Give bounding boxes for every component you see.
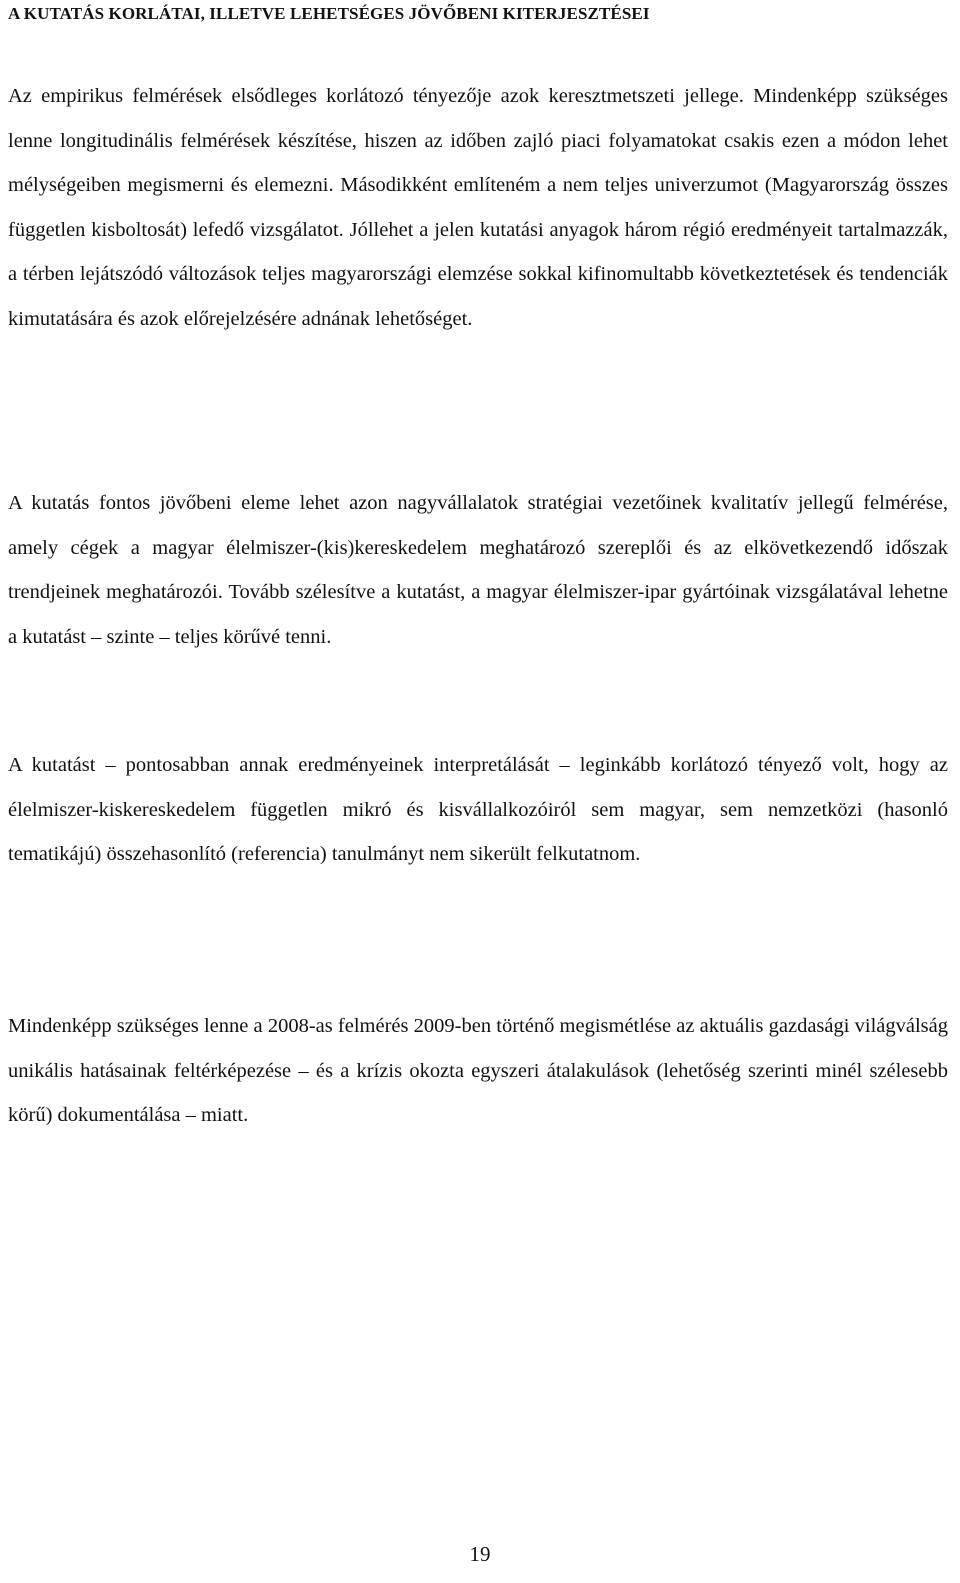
paragraph-missing-references: A kutatást – pontosabban annak eredményeinek interpretálását – leginkább korlátozó tényező volt, hogy az élelmiszer-kiskereskedelem független mikró és kisvállalkozóiról sem magyar, sem nemzetközi (hasonló tematikájú) összehasonlító (referencia) tanulmányt nem sikerült felkutatnom.: [8, 754, 948, 865]
paragraph-limitations: Az empirikus felmérések elsődleges korlátozó tényezője azok keresztmetszeti jellege. Mindenképp szükséges lenne longitudinális felmérések készítése, hiszen az időben zajló piaci folyamatokat csakis ezen a módon lehet mélységeiben megismerni és elemezni. Másodikként említeném a nem teljes univerzumot (Magyarország összes független kisboltosát) lefedő vizsgálatot. Jóllehet a jelen kutatási anyagok három régió eredményeit tartalmazzák, a térben lejátszódó változások teljes magyarországi elemzése sokkal kifinomultabb következtetések és tendenciák kimutatására és azok előrejelzésére adnának lehetőséget.: [8, 85, 948, 330]
page-number: 19: [469, 1542, 491, 1566]
paragraph-repeat-survey: Mindenképp szükséges lenne a 2008-as felmérés 2009-ben történő megismétlése az aktuális gazdasági világválság unikális hatásainak feltérképezése – és a krízis okozta egyszeri átalakulások (lehetőség szerinti minél szélesebb körű) dokumentálása – miatt.: [8, 1015, 948, 1126]
paragraph-future-research: A kutatás fontos jövőbeni eleme lehet azon nagyvállalatok stratégiai vezetőinek kvalitatív jellegű felmérése, amely cégek a magyar élelmiszer-(kis)kereskedelem meghatározó szereplői és az elkövetkezendő időszak trendjeinek meghatározói. Tovább szélesítve a kutatást, a magyar élelmiszer-ipar gyártóinak vizsgálatával lehetne a kutatást – szinte – teljes körűvé tenni.: [8, 492, 948, 648]
section-heading: A KUTATÁS KORLÁTAI, ILLETVE LEHETSÉGES JÖVŐBENI KITERJESZTÉSEI: [8, 4, 650, 23]
